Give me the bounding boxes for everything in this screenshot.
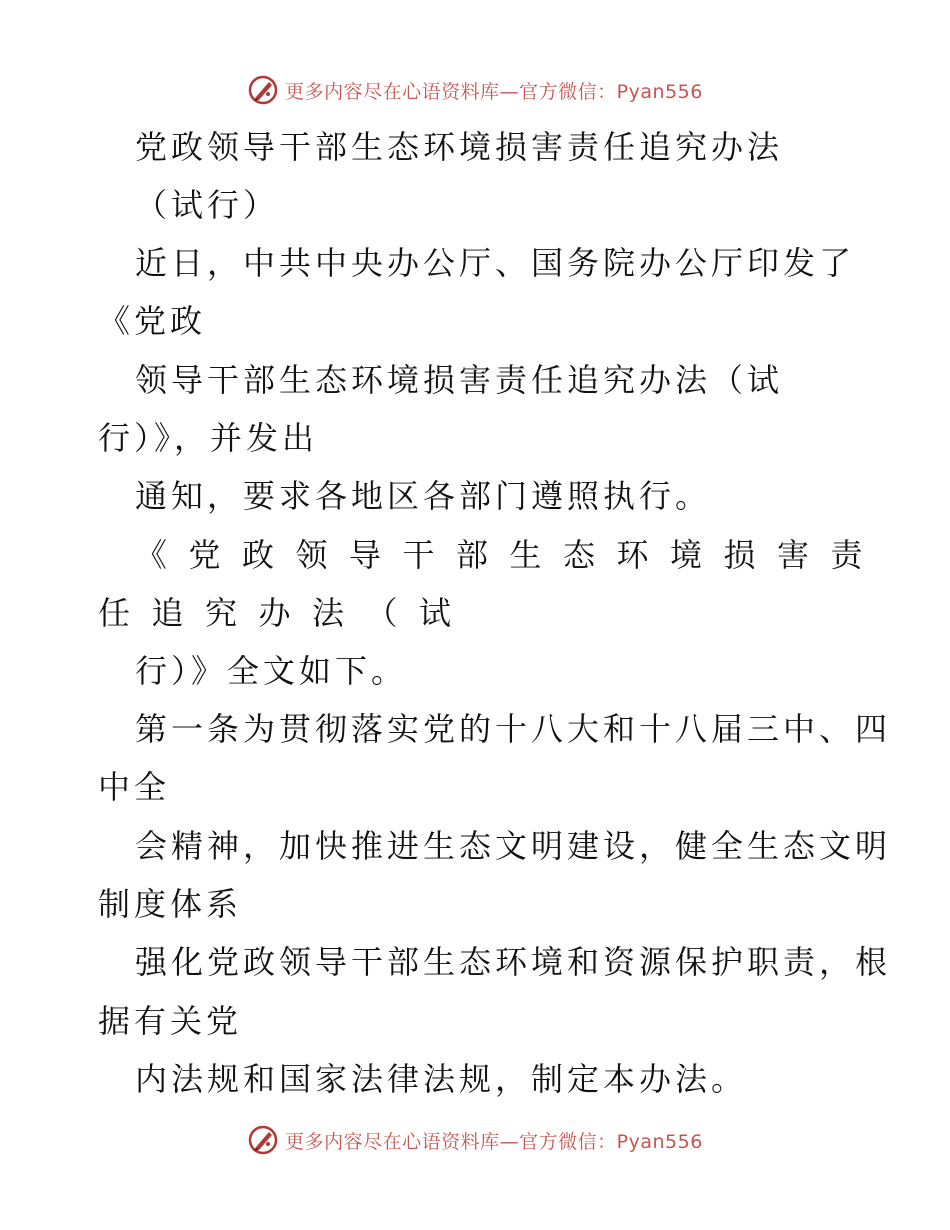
article-one-line: 据有关党	[98, 1002, 243, 1040]
doc-title: 党政领导干部生态环境损害责任追究办法	[135, 128, 784, 166]
doc-line: 近日，中共中央办公厅、国务院办公厅印发了	[135, 244, 856, 282]
doc-line: 《党政领导干部生态环境损害责	[135, 536, 885, 574]
article-one-line: 第一条为贯彻落实党的十八大和十八届三中、四	[135, 710, 892, 748]
watermark-text: 更多内容尽在心语资料库—官方微信：Pyan556	[285, 1130, 703, 1153]
article-one-line: 强化党政领导干部生态环境和资源保护职责，根	[135, 943, 892, 981]
doc-line: 行）》，并发出	[98, 419, 319, 457]
article-one-line: 内法规和国家法律法规，制定本办法。	[135, 1060, 748, 1098]
watermark-text: 更多内容尽在心语资料库—官方微信：Pyan556	[285, 80, 703, 103]
article-one-line: 中全	[98, 768, 171, 806]
watermark-banner-bottom	[0, 1120, 950, 1160]
doc-line: 《党政	[98, 302, 207, 340]
doc-line: 领导干部生态环境损害责任追究办法（试	[135, 361, 784, 399]
article-one-line: 会精神，加快推进生态文明建设，健全生态文明	[135, 827, 892, 865]
pen-logo-icon	[247, 74, 279, 106]
doc-line: 任追究办法（试	[98, 594, 473, 632]
watermark-banner-top	[0, 70, 950, 110]
doc-line: 行）》全文如下。	[135, 652, 408, 690]
doc-subtitle: （试行）	[135, 186, 280, 224]
pen-logo-icon	[247, 1124, 279, 1156]
doc-line: 通知，要求各地区各部门遵照执行。	[135, 477, 712, 515]
article-one-line: 制度体系	[98, 885, 243, 923]
